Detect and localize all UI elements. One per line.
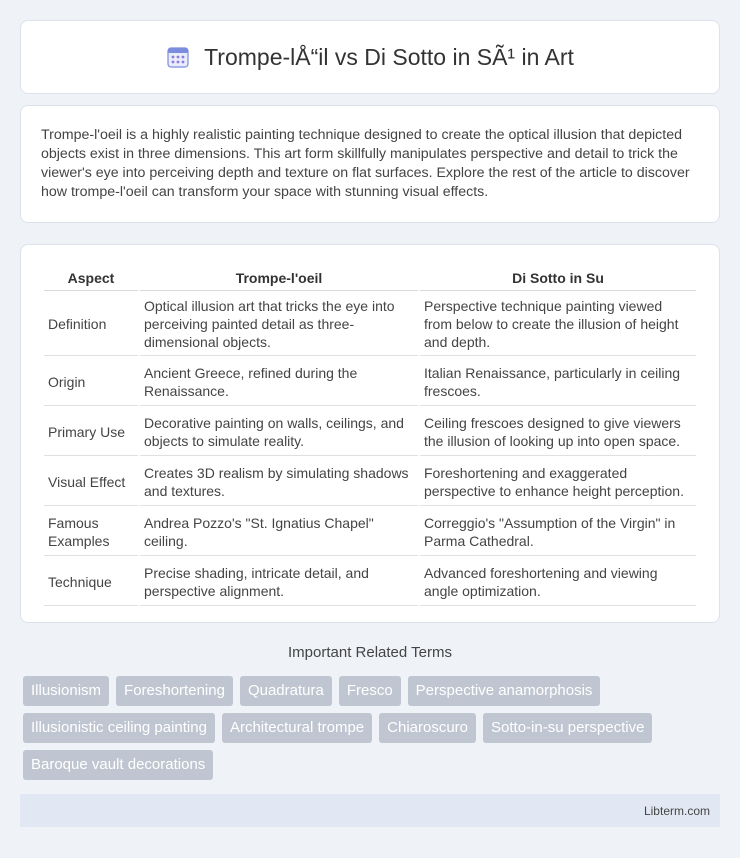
tag-quadratura[interactable]: Quadratura [240,676,332,706]
row-aspect: Origin [44,358,138,406]
table-row [44,358,696,406]
table-row [44,458,696,506]
page-title: Trompe-lÅ“il vs Di Sotto in SÃ¹ in Art [204,43,574,70]
header-di-sotto-in-su: Di Sotto in Su [420,267,696,291]
row-di-sotto: Ceiling frescoes designed to give viewers the illusion of looking up into open space. [420,408,696,456]
row-di-sotto: Italian Renaissance, particularly in ceiling frescoes. [420,358,696,406]
table-row [44,408,696,456]
footer-site-link[interactable]: Libterm.com [643,803,710,818]
tag-fresco[interactable]: Fresco [339,676,401,706]
header-trompe-loeil: Trompe-l'oeil [140,267,418,291]
row-di-sotto: Correggio's "Assumption of the Virgin" in Parma Cathedral. [420,508,696,556]
row-aspect: Famous Examples [44,508,138,556]
row-di-sotto: Perspective technique painting viewed from below to create the illusion of height and depth. [420,293,696,356]
title-wrap [166,44,574,71]
row-trompe-loeil: Decorative painting on walls, ceilings, and objects to simulate reality. [140,408,418,456]
row-aspect: Technique [44,558,138,606]
tag-perspective-anamorphosis[interactable]: Perspective anamorphosis [408,676,601,706]
intro-card [20,105,720,223]
row-trompe-loeil: Ancient Greece, refined during the Renaissance. [140,358,418,406]
tag-sotto-in-su-perspective[interactable]: Sotto-in-su perspective [483,713,652,743]
row-trompe-loeil: Precise shading, intricate detail, and perspective alignment. [140,558,418,606]
row-di-sotto: Foreshortening and exaggerated perspective to enhance height perception. [420,458,696,506]
row-trompe-loeil: Optical illusion art that tricks the eye into perceiving painted detail as three-dimensional objects. [140,293,418,356]
tag-chiaroscuro[interactable]: Chiaroscuro [379,713,476,743]
table-row [44,558,696,606]
header-card [20,20,720,94]
tag-foreshortening[interactable]: Foreshortening [116,676,233,706]
intro-paragraph: Trompe-l'oeil is a highly realistic painting technique designed to create the optical illusion that depicted objects exist in three dimensions. This art form skillfully manipulates perspective and detail to trick the viewer's eye into perceiving depth and texture on flat surfaces. Explore the rest of the article to discover how trompe-l'oeil can transform your space with stunning visual effects. [41,127,690,200]
row-di-sotto: Advanced foreshortening and viewing angle optimization. [420,558,696,606]
related-terms-title: Important Related Terms [288,644,452,661]
calendar-grid-icon [166,45,190,69]
row-trompe-loeil: Creates 3D realism by simulating shadows and textures. [140,458,418,506]
footer [20,794,720,827]
row-aspect: Definition [44,293,138,356]
row-aspect: Visual Effect [44,458,138,506]
row-trompe-loeil: Andrea Pozzo's "St. Ignatius Chapel" ceiling. [140,508,418,556]
tag-baroque-vault-decorations[interactable]: Baroque vault decorations [23,750,213,780]
header-aspect: Aspect [44,267,138,291]
related-terms-tags [23,676,723,780]
tag-illusionism[interactable]: Illusionism [23,676,109,706]
table-row [44,293,696,356]
tag-illusionistic-ceiling-painting[interactable]: Illusionistic ceiling painting [23,713,215,743]
row-aspect: Primary Use [44,408,138,456]
table-row [44,508,696,556]
table-header-row [44,267,696,291]
comparison-card [20,244,720,623]
tag-architectural-trompe[interactable]: Architectural trompe [222,713,372,743]
comparison-table [42,265,698,608]
